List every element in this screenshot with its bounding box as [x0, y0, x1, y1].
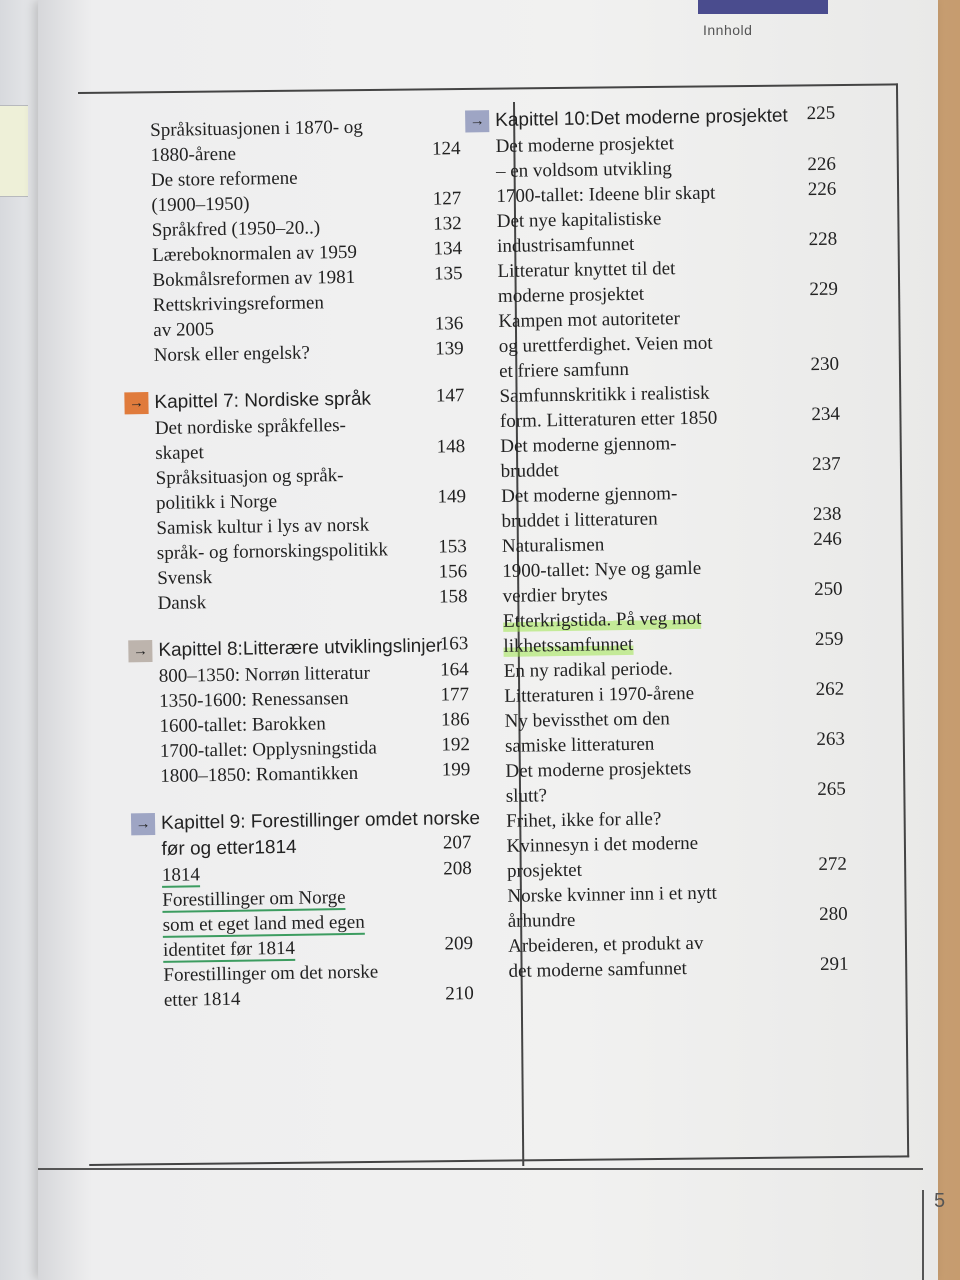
entry-text-line: samiske litteraturen — [504, 733, 655, 757]
toc-entry — [154, 338, 474, 368]
toc-entry — [162, 883, 483, 963]
bottom-rule — [38, 1168, 923, 1170]
entry-text-line: Svensk — [157, 567, 213, 589]
toc-entry — [150, 113, 471, 168]
toc-entry — [506, 803, 857, 883]
page-ref: 136 — [434, 313, 464, 335]
entry-text-line: 1814 — [161, 864, 201, 886]
page-ref: 147 — [435, 385, 465, 407]
entry-text-line: det norske før og etter — [161, 807, 481, 860]
toc-entry — [503, 603, 854, 658]
page-ref: 259 — [814, 628, 844, 651]
page-ref: 210 — [445, 983, 474, 1005]
entry-text-line: Litterære utviklingslinjer — [242, 635, 443, 660]
entry-text-line: Frihet, ikke for alle? — [506, 808, 662, 832]
entry-text-line: av 2005 — [153, 319, 215, 341]
page-ref: 272 — [818, 853, 848, 876]
entry-text-line: Språkfred (1950–20..) — [151, 217, 321, 241]
entry-text-line: Samisk kultur i lys av norsk — [156, 514, 370, 539]
entry-text-line: Det moderne prosjektet — [590, 105, 788, 130]
page-ref: 127 — [432, 188, 462, 210]
toc-entry — [495, 128, 846, 183]
entry-text-line: Kapittel 8: — [158, 638, 244, 661]
toc-entry — [497, 203, 848, 258]
page-ref: 208 — [443, 858, 472, 880]
entry-text-line: Norske kvinner inn i et nytt — [507, 882, 718, 907]
entry-text-line: skapet — [155, 442, 204, 464]
left-page-tab — [0, 105, 28, 197]
page-ref: 158 — [438, 586, 468, 608]
entry-text-line: Arbeideren, et produkt av — [508, 932, 704, 957]
entry-text-line: et friere samfunn — [498, 358, 630, 382]
toc-entry — [505, 753, 856, 808]
entry-text-line: århundre — [507, 909, 576, 932]
page-ref: 234 — [811, 403, 841, 426]
entry-text-line: Litteraturen i 1970-årene — [504, 682, 695, 707]
page-ref: 135 — [433, 263, 463, 285]
toc-entry — [157, 586, 477, 616]
page-ref: 225 — [806, 102, 836, 125]
page-ref: 250 — [813, 578, 843, 601]
page-ref: 207 — [442, 832, 472, 854]
entry-text-line: Etterkrigstida. På veg mot — [502, 607, 702, 632]
entry-text-line: slutt? — [505, 785, 548, 807]
entry-text-line: identitet før 1814 — [162, 937, 296, 961]
page-ref: 149 — [437, 486, 467, 508]
page-ref: 139 — [434, 338, 464, 360]
entry-text-line: verdier brytes — [502, 584, 608, 607]
entry-text-line: Språksituasjon og språk- — [155, 465, 344, 489]
entry-text-line: En ny radikal periode. — [503, 658, 673, 682]
running-head: Innhold — [703, 22, 753, 38]
entry-text-line: Bokmålsreformen av 1981 — [152, 266, 356, 291]
toc-entry — [504, 703, 855, 758]
toc-entry — [155, 411, 476, 466]
entry-text-line: prosjektet — [506, 859, 583, 882]
entry-text-line: likhetssamfunnet — [503, 633, 634, 657]
entry-text-line: Kapittel 10: — [495, 108, 591, 131]
entry-text-line: og urettferdighet. Veien mot — [498, 332, 713, 357]
entry-text-line: Det nye kapitalistiske — [496, 208, 662, 232]
page-ref: 153 — [438, 536, 467, 558]
entry-text-line: 1800–1850: Romantikken — [160, 762, 359, 787]
toc-entry — [153, 288, 474, 343]
section-tab — [698, 0, 828, 14]
arrow-right-icon: → — [124, 392, 148, 414]
toc-entry — [163, 958, 484, 1013]
entry-text-line: Kampen mot autoriteter — [498, 308, 680, 332]
entry-text-line: De store reformene — [150, 167, 298, 191]
toc-entry — [499, 378, 850, 433]
page-number: 5 — [934, 1190, 946, 1212]
entry-text-line: 1880-årene — [150, 143, 237, 166]
page-ref: 228 — [808, 228, 838, 251]
entry-text-line: Det moderne gjennom- — [500, 433, 677, 457]
page-ref: 265 — [817, 778, 846, 801]
entry-text-line: Dansk — [157, 592, 207, 614]
entry-text-line: – en voldsom utvikling — [495, 158, 672, 182]
entry-text-line: det moderne samfunnet — [508, 958, 688, 982]
page-ref: 124 — [431, 138, 461, 160]
arrow-right-icon: → — [128, 640, 152, 662]
entry-text-line: politikk i Norge — [155, 491, 278, 514]
page-ref: 226 — [807, 178, 837, 201]
entry-text-line: Rettskrivingsreformen — [152, 292, 325, 316]
page-ref: 291 — [819, 953, 849, 975]
page-ref: 199 — [441, 759, 471, 781]
entry-text-line: 1350-1600: Renessansen — [159, 687, 349, 712]
page-ref: 134 — [433, 238, 463, 260]
entry-text-line: Kapittel 7: Nordiske språk — [154, 388, 372, 413]
toc-entry — [501, 478, 852, 533]
toc-entry — [508, 928, 859, 983]
page-ref: 148 — [436, 436, 466, 458]
entry-text-line: 1700-tallet: Ideene blir skapt — [496, 182, 716, 207]
entry-text-line: som et eget land med egen — [162, 911, 365, 936]
page-ref: 164 — [440, 659, 469, 681]
entry-text-line: Forestillinger om det norske — [163, 961, 379, 986]
contents-left-column — [128, 113, 484, 1013]
toc-entry — [500, 428, 851, 483]
entry-text-line: bruddet — [500, 460, 559, 482]
entry-text-line: 1814 — [254, 836, 297, 859]
chapter-heading — [135, 806, 482, 863]
entry-text-line: 1600-tallet: Barokken — [159, 713, 326, 737]
entry-text-line: Språksituasjonen i 1870- og — [150, 116, 364, 141]
page-ref: 230 — [810, 353, 840, 376]
page-ref: 177 — [440, 684, 470, 706]
page-ref: 186 — [440, 709, 470, 731]
page-ref: 263 — [816, 728, 846, 751]
entry-text-line: Norsk eller engelsk? — [153, 342, 311, 366]
entry-text-line: språk- og fornorskingspolitikk — [156, 539, 389, 564]
entry-text-line: Det moderne gjennom- — [500, 483, 678, 507]
page-ref: 229 — [809, 278, 839, 301]
page-ref: 163 — [439, 633, 469, 655]
page-ref: 209 — [444, 933, 474, 955]
toc-entry — [498, 303, 849, 383]
toc-entry — [502, 553, 853, 608]
page-ref: 237 — [811, 453, 841, 476]
arrow-right-icon: → — [131, 813, 155, 835]
entry-text-line: Det moderne prosjektets — [505, 758, 692, 782]
entry-text-line: Samfunnskritikk i realistisk — [499, 382, 710, 407]
arrow-right-icon: → — [465, 110, 489, 132]
entry-text-line: Læreboknormalen av 1959 — [151, 241, 358, 266]
contents-right-column — [469, 102, 859, 984]
entry-text-line: Ny bevissthet om den — [504, 708, 670, 732]
footer-rule — [922, 1190, 924, 1280]
entry-text-line: (1900–1950) — [151, 193, 250, 216]
page-ref: 132 — [433, 213, 462, 235]
entry-text-line: etter 1814 — [163, 988, 241, 1011]
entry-text-line: Det nordiske språkfelles- — [154, 414, 347, 439]
entry-text-line: bruddet i litteraturen — [501, 508, 658, 532]
page-ref: 156 — [438, 561, 468, 583]
entry-text-line: moderne prosjektet — [497, 283, 645, 307]
entry-text-line: 800–1350: Norrøn litteratur — [158, 662, 370, 687]
entry-text-line: Kvinnesyn i det moderne — [506, 832, 699, 857]
page-ref: 226 — [807, 153, 837, 176]
page-ref: 262 — [815, 678, 845, 701]
entry-text-line: 1700-tallet: Opplysningstida — [159, 737, 377, 762]
entry-text-line: 1900-tallet: Nye og gamle — [502, 557, 702, 582]
entry-text-line: Naturalismen — [501, 534, 605, 557]
entry-text-line: Forestillinger om Norge — [162, 887, 346, 911]
toc-entry — [155, 461, 476, 516]
toc-entry — [507, 878, 858, 933]
toc-entry — [151, 163, 472, 218]
toc-entry — [160, 759, 480, 789]
page-ref: 246 — [813, 528, 842, 551]
page-ref: 192 — [441, 734, 471, 756]
entry-text-line: Litteratur knyttet til det — [497, 258, 676, 282]
page-ref: 238 — [812, 503, 842, 526]
entry-text-line: Kapittel 9: Forestillinger om — [160, 809, 392, 834]
entry-text-line: form. Litteraturen etter 1850 — [499, 407, 718, 432]
entry-text-line: industrisamfunnet — [497, 233, 635, 257]
toc-entry — [497, 253, 848, 308]
page-ref: 280 — [819, 903, 848, 926]
toc-entry — [156, 511, 477, 566]
toc-entry — [504, 653, 855, 708]
entry-text-line: Det moderne prosjektet — [495, 133, 675, 157]
